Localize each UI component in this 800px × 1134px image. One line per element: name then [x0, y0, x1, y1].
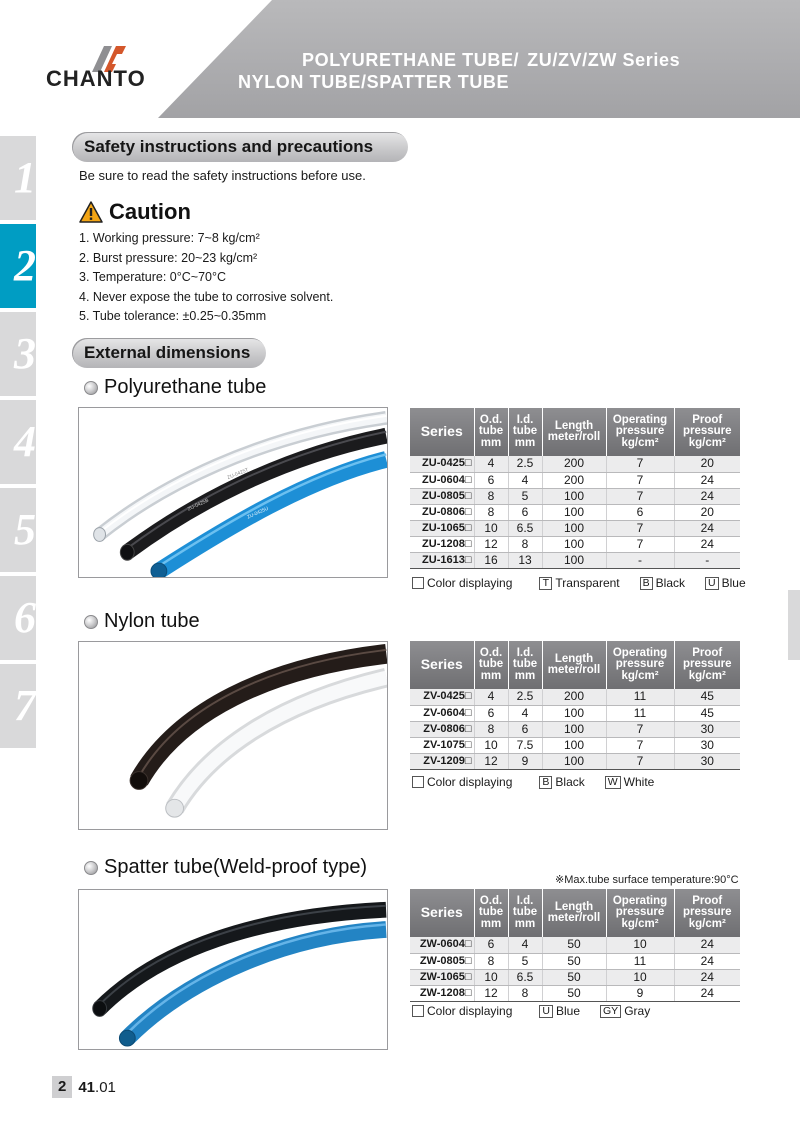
page-title-line1: [302, 50, 680, 71]
spatter-heading: [84, 856, 367, 879]
legend-color: Blue: [555, 1004, 581, 1018]
legend-code: B: [539, 776, 552, 789]
table-row: ZU-0806□ 8 6 100 6 20: [410, 504, 740, 520]
chapter-tab-3[interactable]: 3: [0, 312, 38, 396]
header: [0, 0, 800, 118]
photo-label: ZU-0425U: [246, 506, 270, 521]
legend-color: Blue: [721, 576, 746, 590]
legend-box-icon: [412, 577, 424, 589]
legend-color: White: [623, 775, 655, 789]
page-number: 2: [52, 1076, 72, 1098]
legend-code: U: [539, 1005, 553, 1018]
col-id: I.d. tube mm: [508, 408, 542, 456]
chapter-tab-7[interactable]: 7: [0, 664, 38, 748]
col-od: O.d. tube mm: [474, 408, 508, 456]
bullet-icon: [84, 861, 98, 875]
col-od: O.d. tube mm: [474, 641, 508, 689]
nylon-table: [410, 641, 740, 770]
series-name: ZU/ZV/ZW Series: [527, 50, 681, 70]
spatter-photo: [78, 889, 388, 1050]
polyurethane-color-legend: [412, 576, 746, 590]
polyurethane-heading: [84, 376, 266, 399]
table-row: ZV-0425□ 4 2.5 200 11 45: [410, 689, 740, 705]
polyurethane-photo: [78, 407, 388, 578]
caution-item: 5. Tube tolerance: ±0.25~0.35mm: [79, 309, 267, 323]
table-row: ZU-0805□ 8 5 100 7 24: [410, 488, 740, 504]
legend-color: Gray: [624, 1004, 651, 1018]
caution-item: 3. Temperature: 0°C~70°C: [79, 270, 226, 284]
photo-label: ZU-0425B: [187, 498, 210, 513]
brand-name: CHANTO: [46, 66, 146, 91]
chapter-tab-4[interactable]: 4: [0, 400, 38, 484]
col-series: Series: [410, 889, 474, 937]
table-row: ZU-0604□ 6 4 200 7 24: [410, 472, 740, 488]
spatter-table: [410, 889, 740, 1002]
photo-label: ZU-0425T: [226, 468, 250, 482]
table-row: ZW-0805□ 8 5 50 11 24: [410, 953, 740, 969]
legend-color: Black: [555, 775, 585, 789]
chapter-tab-2[interactable]: 2: [0, 224, 38, 308]
chapter-tab-5[interactable]: 5: [0, 488, 38, 572]
legend-code: W: [605, 776, 621, 789]
bullet-icon: [84, 381, 98, 395]
table-row: ZV-1075□ 10 7.5 100 7 30: [410, 737, 740, 753]
table-row: ZV-1209□ 12 9 100 7 30: [410, 753, 740, 769]
col-length: Length meter/roll: [542, 408, 606, 456]
chapter-tab-6[interactable]: 6: [0, 576, 38, 660]
safety-intro: Be sure to read the safety instructions before use.: [79, 168, 366, 183]
page-subnumber: 41.01: [78, 1078, 116, 1096]
legend-box-icon: [412, 776, 424, 788]
legend-code: GY: [600, 1005, 621, 1018]
bullet-icon: [84, 615, 98, 629]
table-row: ZW-0604□ 6 4 50 10 24: [410, 937, 740, 953]
spatter-title: Spatter tube(Weld-proof type): [104, 856, 368, 878]
temperature-note: ※Max.tube surface temperature:90°C: [555, 874, 739, 886]
caution-title: Caution: [109, 199, 191, 224]
col-operating: Operating pressure kg/cm²: [606, 408, 674, 456]
col-proof: Proof pressure kg/cm²: [674, 889, 740, 937]
col-series: Series: [410, 408, 474, 456]
nylon-tubes-image: [79, 642, 387, 829]
legend-label: Color displaying: [427, 1004, 513, 1018]
spatter-tubes-image: [79, 890, 387, 1049]
table-row: ZW-1208□ 12 8 50 9 24: [410, 985, 740, 1001]
external-dimensions-heading: External dimensions: [72, 338, 266, 368]
legend-label: Color displaying: [427, 576, 513, 590]
table-row: ZV-0806□ 8 6 100 7 30: [410, 721, 740, 737]
col-id: I.d. tube mm: [508, 889, 542, 937]
legend-label: Color displaying: [427, 775, 513, 789]
legend-color: Black: [655, 576, 686, 590]
caution-list: [79, 229, 333, 327]
caution-item: 4. Never expose the tube to corrosive solvent.: [79, 289, 334, 304]
table-header-row: [410, 641, 740, 689]
legend-box-icon: [412, 1005, 424, 1017]
polyurethane-tubes-image: [79, 408, 387, 577]
table-row: ZU-1208□ 12 8 100 7 24: [410, 536, 740, 552]
nylon-photo: [78, 641, 388, 830]
nylon-title: Nylon tube: [104, 610, 200, 632]
legend-code: U: [705, 577, 719, 590]
caution-item: 2. Burst pressure: 20~23 kg/cm²: [79, 250, 258, 265]
polyurethane-title: Polyurethane tube: [104, 376, 267, 398]
col-length: Length meter/roll: [542, 641, 606, 689]
right-edge-tab: [788, 590, 800, 660]
col-operating: Operating pressure kg/cm²: [606, 641, 674, 689]
warning-triangle-icon: [79, 201, 103, 223]
table-row: ZU-0425□ 4 2.5 200 7 20: [410, 456, 740, 472]
page-title-line2: NYLON TUBE/SPATTER TUBE: [238, 72, 510, 92]
table-row: ZW-1065□ 10 6.5 50 10 24: [410, 969, 740, 985]
col-proof: Proof pressure kg/cm²: [674, 408, 740, 456]
table-row: ZV-0604□ 6 4 100 11 45: [410, 705, 740, 721]
nylon-color-legend: [412, 775, 654, 789]
page-title-main: POLYURETHANE TUBE/: [302, 50, 520, 70]
col-proof: Proof pressure kg/cm²: [674, 641, 740, 689]
caution-item: 1. Working pressure: 7~8 kg/cm²: [79, 231, 260, 245]
brand-logo: [46, 42, 171, 92]
col-length: Length meter/roll: [542, 889, 606, 937]
legend-color: Transparent: [555, 576, 620, 590]
table-row: ZU-1613□ 16 13 100 - -: [410, 552, 740, 568]
spatter-color-legend: [412, 1004, 650, 1018]
col-id: I.d. tube mm: [508, 641, 542, 689]
table-header-row: [410, 889, 740, 937]
col-od: O.d. tube mm: [474, 889, 508, 937]
table-row: ZU-1065□ 10 6.5 100 7 24: [410, 520, 740, 536]
nylon-heading: [84, 610, 200, 633]
chapter-tab-1[interactable]: 1: [0, 136, 38, 220]
polyurethane-table: [410, 408, 740, 569]
legend-code: T: [539, 577, 552, 590]
caution-heading: [79, 199, 191, 225]
safety-heading: Safety instructions and precautions: [72, 132, 408, 162]
legend-code: B: [640, 577, 653, 590]
col-operating: Operating pressure kg/cm²: [606, 889, 674, 937]
col-series: Series: [410, 641, 474, 689]
table-header-row: [410, 408, 740, 456]
page-footer: [52, 1076, 116, 1098]
